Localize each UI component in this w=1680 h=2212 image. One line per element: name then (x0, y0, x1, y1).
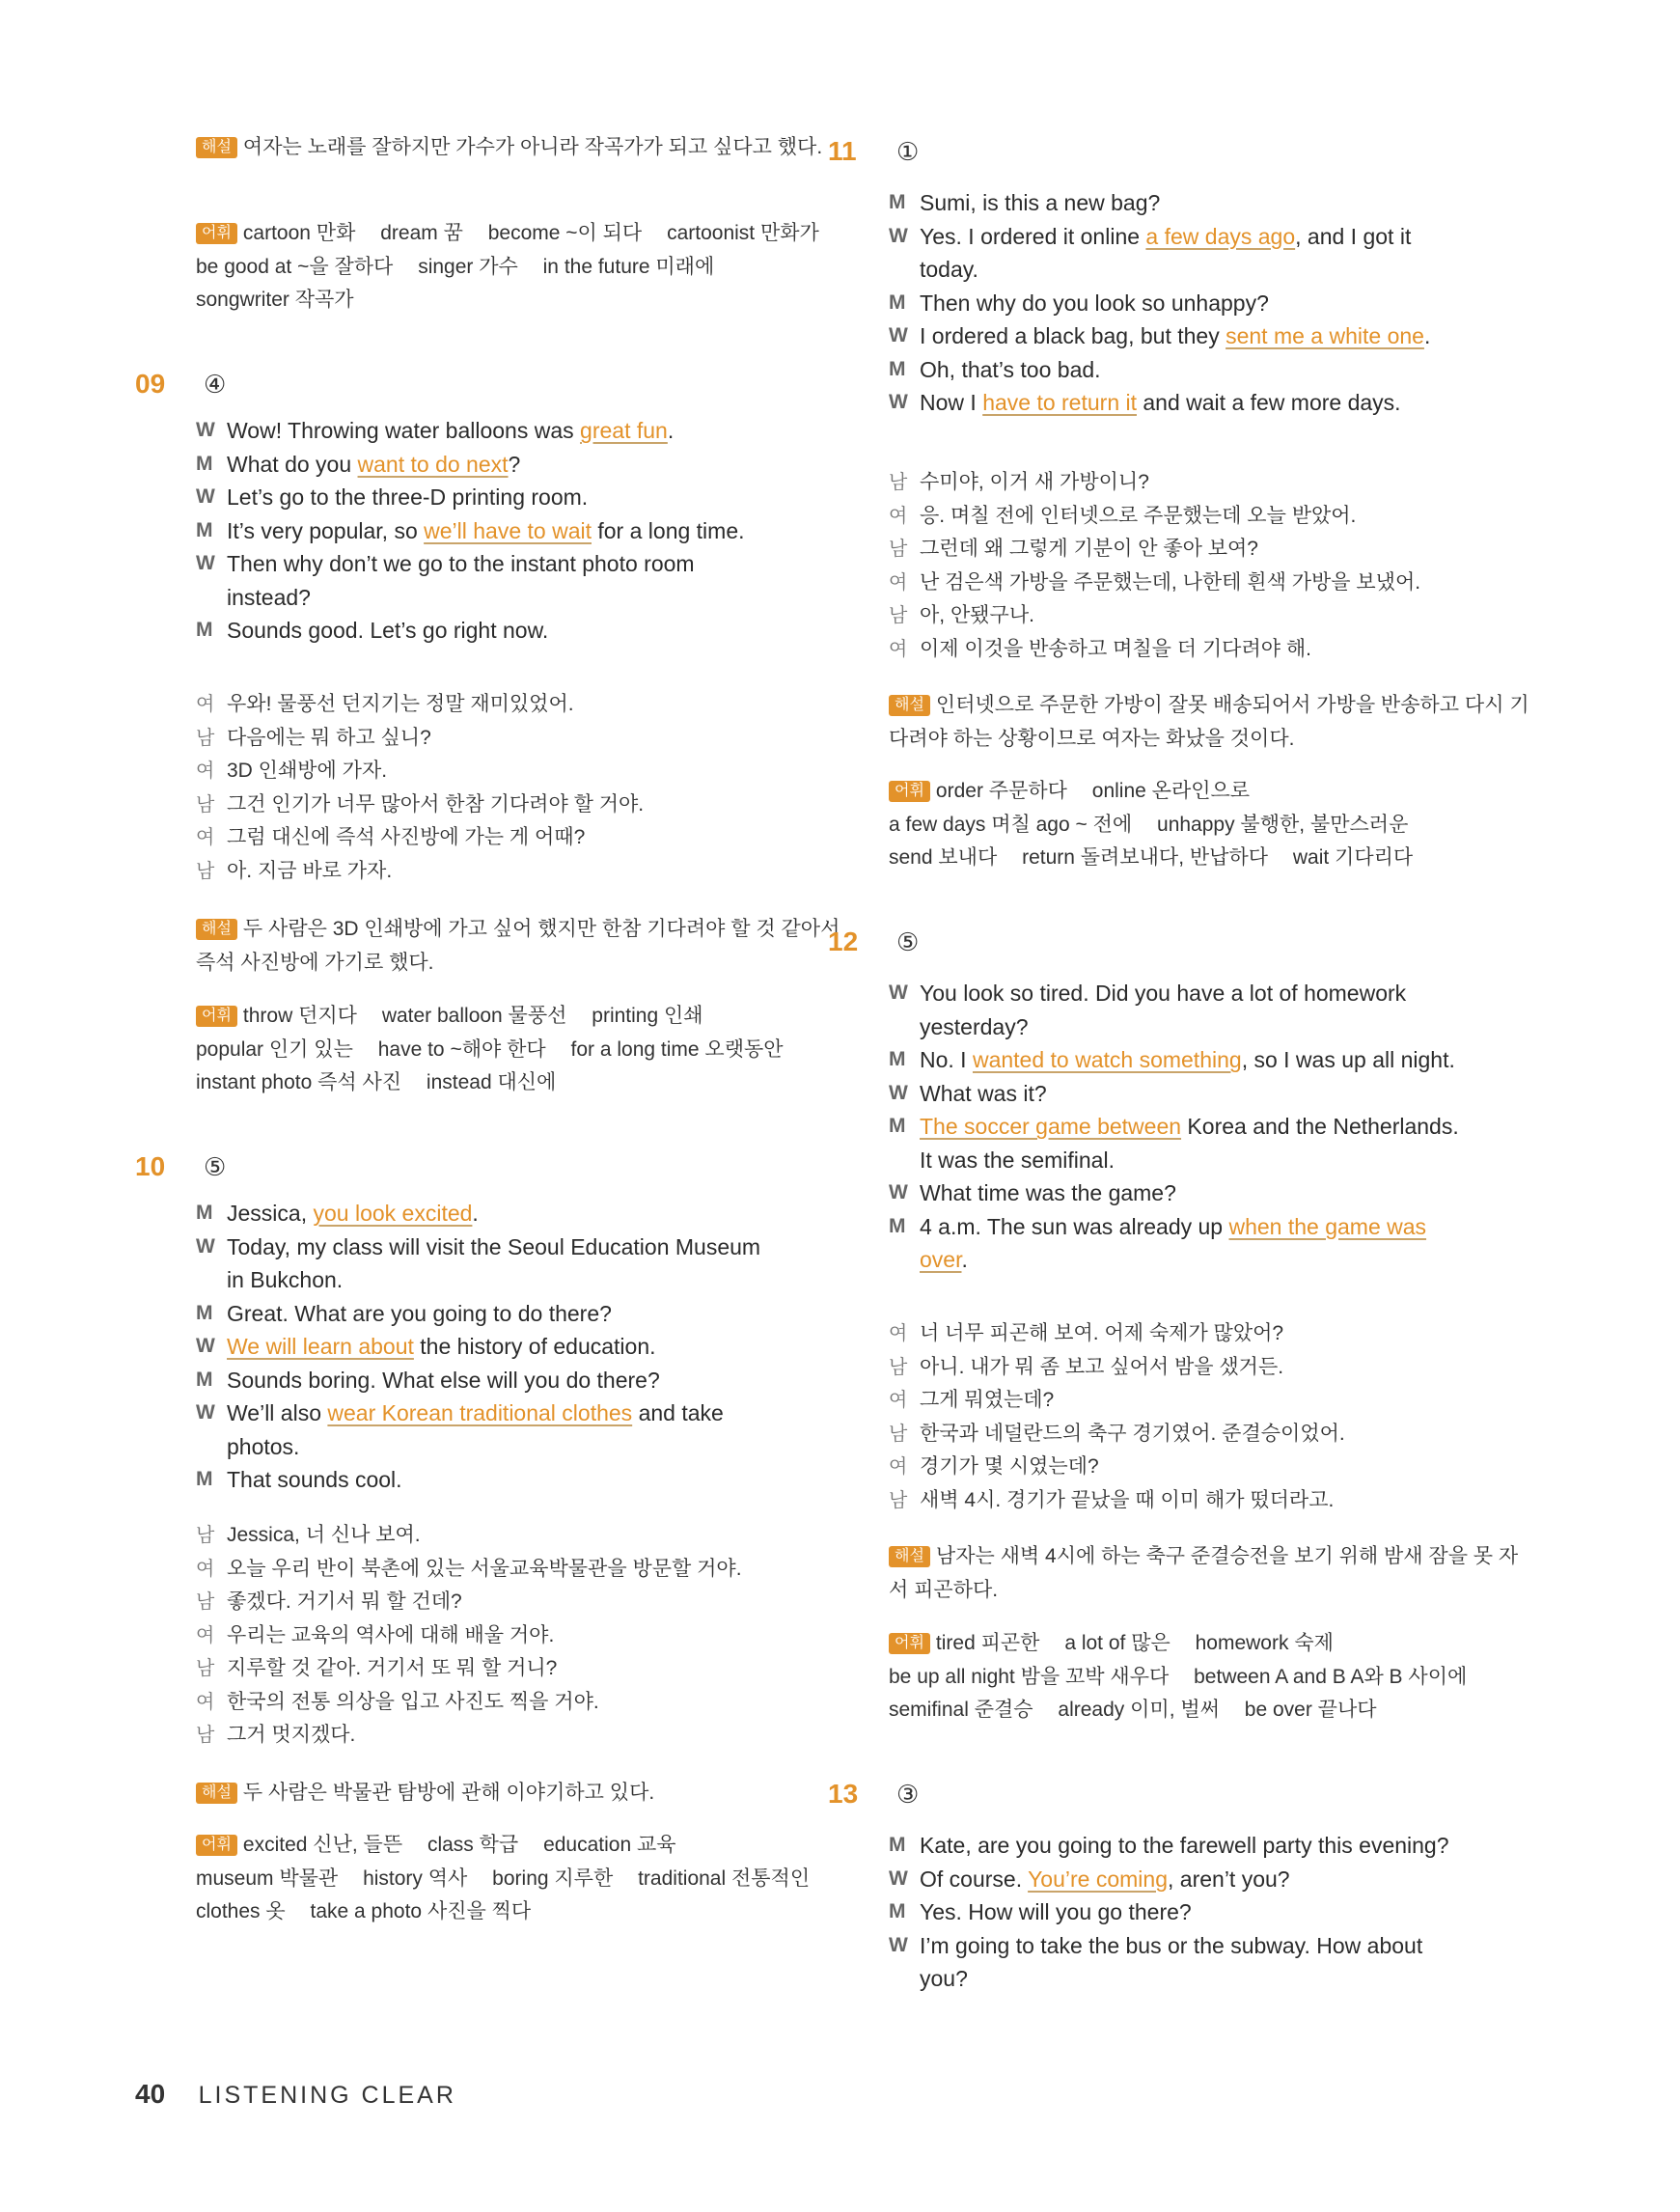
dialogue-line (135, 1230, 782, 1297)
dialogue-line (828, 977, 1474, 1043)
speaker-label: 여 (889, 505, 908, 527)
speaker-label: W (889, 982, 908, 1004)
vocab-term: water balloon 물풍선 (381, 1005, 567, 1027)
speaker-label: 여 (889, 571, 908, 594)
speaker-label: 여 (196, 1624, 215, 1646)
dialogue-text: 4 a.m. The sun was already up (920, 1213, 1229, 1239)
book-title: LISTENING CLEAR (198, 2082, 456, 2109)
translation-text: 우와! 물풍선 던지기는 정말 재미있었어. (227, 693, 574, 715)
translation-text: 그건 인기가 너무 많아서 한참 기다려야 할 거야. (227, 792, 645, 816)
speaker-label: 남 (196, 1525, 215, 1546)
translation-line (135, 688, 782, 722)
dialogue-line (135, 448, 782, 482)
translation-line (135, 1719, 782, 1753)
translation-line (135, 1686, 782, 1720)
vocab-term: have to ~해야 한다 (377, 1037, 546, 1061)
translation-line (828, 500, 1474, 534)
speaker-label: M (889, 290, 906, 314)
dialogue-text: Sounds good. Let’s go right now. (227, 618, 549, 643)
vocab-term: take a photo 사진을 찍다 (310, 1900, 532, 1922)
speaker-label: W (889, 1181, 908, 1203)
translation-text: 아, 안됐구나. (920, 604, 1034, 626)
explain-tag: 해설 (889, 695, 930, 716)
translation-text: 좋겠다. 거기서 뭐 할 건데? (227, 1590, 462, 1613)
speaker-label: M (889, 1115, 906, 1137)
vocab-12 (828, 1627, 1535, 1728)
dialogue-line (828, 186, 1474, 220)
translation-line (828, 1351, 1474, 1385)
speaker-label: M (889, 1214, 906, 1237)
question-number: 11 (828, 136, 857, 166)
vocab-tag: 어휘 (889, 1633, 930, 1654)
speaker-label: W (889, 324, 908, 346)
dialogue-text: Of course. (920, 1866, 1029, 1892)
speaker-label: 여 (196, 760, 215, 782)
dialogue-line (828, 386, 1474, 420)
speaker-label: W (889, 1081, 908, 1104)
dialogue-line (135, 514, 782, 548)
vocab-term: traditional 전통적인 (638, 1866, 811, 1890)
dialogue-text: Great. What are you going to do there? (227, 1300, 612, 1326)
speaker-label: 남 (889, 539, 908, 560)
speaker-label: 남 (196, 1591, 215, 1613)
vocab-tag: 어휘 (889, 781, 930, 802)
translation-text: 한국의 전통 의상을 입고 사진도 찍을 거야. (227, 1690, 599, 1713)
dialogue-line (828, 1043, 1474, 1077)
vocab-term: between A and B A와 B 사이에 (1194, 1665, 1468, 1688)
vocab-term: instead 대신에 (426, 1071, 557, 1093)
dialogue-text: , so I was up all night. (1241, 1047, 1455, 1072)
translation-line (828, 1484, 1474, 1518)
vocab-term: homework 숙제 (1195, 1632, 1334, 1654)
dialogue-text: What do you (227, 451, 358, 477)
translation-line (135, 1553, 782, 1587)
translation-text: 너 너무 피곤해 보여. 어제 숙제가 많았어? (920, 1322, 1284, 1344)
speaker-label: 남 (889, 472, 908, 493)
speaker-label: 여 (889, 1323, 908, 1344)
dialogue-line (135, 614, 782, 648)
speaker-label: 여 (196, 694, 215, 715)
dialogue-text: No. I (920, 1047, 973, 1072)
answer-blank: wear Korean traditional clothes (327, 1400, 633, 1425)
explanation-10: 해설 두 사람은 박물관 탐방에 관해 이야기하고 있다. (135, 1777, 842, 1811)
answer-mark: ⑤ (896, 927, 920, 956)
explain-tag: 해설 (196, 1783, 237, 1804)
vocab-term: museum 박물관 (196, 1866, 339, 1890)
speaker-label: W (196, 485, 215, 508)
translation-line (135, 1619, 782, 1653)
translation-text: 난 검은색 가방을 주문했는데, 나한테 흰색 가방을 보냈어. (920, 570, 1421, 594)
vocab-11 (828, 775, 1535, 875)
question-number: 13 (828, 1779, 859, 1809)
translation-09 (135, 688, 782, 888)
dialogue-text: We’ll also (227, 1400, 328, 1425)
explain-tag: 해설 (889, 1546, 930, 1567)
dialogue-line (828, 319, 1474, 353)
dialogue-13 (828, 1829, 1474, 1996)
translation-text: 오늘 우리 반이 북촌에 있는 서울교육박물관을 방문할 거야. (227, 1557, 742, 1580)
speaker-label: W (889, 1933, 908, 1956)
translation-line (135, 722, 782, 756)
dialogue-text: Kate, are you going to the farewell party this evening? (920, 1833, 1449, 1858)
dialogue-line (135, 1463, 782, 1497)
translation-line (828, 599, 1474, 633)
explanation-12: 해설 남자는 새벽 4시에 하는 축구 준결승전을 보기 위해 밤새 잠을 못 자서 피곤하다. (889, 1545, 1519, 1601)
translation-text: 한국과 네덜란드의 축구 경기였어. 준결승이었어. (920, 1422, 1345, 1445)
dialogue-line (135, 1330, 782, 1364)
translation-text: 3D 인쇄방에 가자. (227, 760, 388, 782)
vocab-term: class 학급 (427, 1834, 519, 1856)
translation-12 (828, 1317, 1474, 1517)
translation-line (135, 855, 782, 889)
speaker-label: 남 (196, 1658, 215, 1679)
translation-line (828, 533, 1474, 567)
speaker-label: M (889, 1900, 906, 1922)
speaker-label: M (889, 1834, 906, 1856)
translation-line (828, 1317, 1474, 1351)
dialogue-text: Then why do you look so unhappy? (920, 290, 1269, 316)
translation-line (828, 1418, 1474, 1452)
dialogue-line (135, 1297, 782, 1331)
vocab-term: cartoon 만화 (242, 222, 356, 244)
speaker-label: 여 (889, 1390, 908, 1411)
dialogue-text: ? (508, 451, 521, 477)
vocab-term: dream 꿈 (380, 222, 463, 244)
answer-blank: great fun (580, 418, 668, 443)
speaker-label: W (889, 1866, 908, 1890)
vocab-term: be over 끝나다 (1244, 1699, 1377, 1721)
vocab-term: be up all night 밤을 꼬박 새우다 (889, 1665, 1170, 1688)
translation-text: 수미야, 이거 새 가방이니? (920, 471, 1149, 493)
vocab-term: online 온라인으로 (1091, 780, 1251, 802)
vocab-term: for a long time 오랫동안 (570, 1037, 784, 1061)
answer-blank: You’re coming (1028, 1866, 1168, 1892)
explanation-top: 해설 여자는 노래를 잘하지만 가수가 아니라 작곡가가 되고 싶다고 했다. (135, 131, 842, 165)
translation-text: 그럼 대신에 즉석 사진방에 가는 게 어때? (227, 826, 586, 848)
speaker-label: M (196, 518, 213, 541)
answer-blank: have to return it (982, 390, 1137, 415)
translation-text: 아. 지금 바로 가자. (227, 859, 393, 882)
vocab-term: songwriter 작곡가 (196, 289, 354, 311)
speaker-label: M (196, 1202, 213, 1224)
dialogue-text: for a long time. (591, 517, 745, 543)
speaker-label: W (196, 1401, 215, 1424)
speaker-label: 남 (196, 727, 215, 749)
vocab-term: in the future 미래에 (542, 255, 715, 278)
dialogue-text: I ordered a black bag, but they (920, 323, 1226, 348)
vocab-term: throw 던지다 (242, 1005, 357, 1027)
dialogue-text: . (961, 1247, 968, 1272)
translation-text: 이제 이것을 반송하고 며칠을 더 기다려야 해. (920, 637, 1311, 660)
answer-blank: We will learn about (227, 1334, 414, 1359)
vocab-term: be good at ~을 잘하다 (196, 255, 394, 278)
explanation-11: 해설 인터넷으로 주문한 가방이 잘못 배송되어서 가방을 반송하고 다시 기다려야 하는 상황이므로 여자는 화났을 것이다. (889, 694, 1529, 750)
dialogue-text: Then why don’t we go to the instant photo room instead? (227, 551, 695, 610)
vocab-tag: 어휘 (196, 1006, 237, 1027)
answer-blank: when the game was over (920, 1213, 1427, 1272)
vocab-term: become ~이 되다 (487, 222, 643, 244)
speaker-label: 남 (196, 860, 215, 882)
translation-line (828, 567, 1474, 600)
translation-10 (135, 1519, 782, 1753)
vocab-tag: 어휘 (196, 1835, 237, 1856)
dialogue-text: Now I (920, 390, 983, 415)
speaker-label: W (196, 1234, 215, 1258)
speaker-label: 남 (196, 793, 215, 816)
translation-text: 아니. 내가 뭐 좀 보고 싶어서 밤을 샜거든. (920, 1355, 1284, 1378)
dialogue-line (828, 1829, 1474, 1863)
speaker-label: M (196, 1301, 213, 1324)
dialogue-text: What time was the game? (920, 1180, 1176, 1205)
vocab-term: clothes 옷 (196, 1900, 286, 1922)
speaker-label: 여 (889, 638, 908, 660)
translation-text: 경기가 몇 시였는데? (920, 1455, 1099, 1478)
vocab-term: excited 신난, 들뜬 (242, 1834, 403, 1856)
vocab-term: instant photo 즉석 사진 (196, 1071, 402, 1093)
answer-blank: a few days ago (1145, 223, 1296, 249)
dialogue-line (135, 1396, 782, 1463)
dialogue-10 (135, 1197, 782, 1497)
dialogue-11 (828, 186, 1474, 420)
speaker-label: W (889, 391, 908, 413)
translation-text: Jessica, 너 신나 보여. (227, 1524, 421, 1546)
vocab-term: boring 지루한 (492, 1866, 614, 1890)
speaker-label: W (889, 224, 908, 247)
vocab-term: a lot of 많은 (1064, 1632, 1170, 1654)
dialogue-text: Yes. How will you go there? (920, 1899, 1192, 1924)
vocab-09 (135, 1000, 842, 1100)
answer-mark: ① (896, 137, 920, 166)
dialogue-line (828, 1210, 1474, 1277)
speaker-label: 여 (889, 1456, 908, 1478)
translation-line (828, 1451, 1474, 1484)
dialogue-text: Oh, that’s too bad. (920, 356, 1101, 382)
translation-text: 다음에는 뭐 하고 싶니? (227, 726, 431, 749)
dialogue-text: Sounds boring. What else will you do there? (227, 1367, 660, 1393)
speaker-label: M (196, 452, 213, 475)
speaker-label: 남 (889, 605, 908, 626)
translation-line (135, 788, 782, 822)
dialogue-line (135, 547, 782, 614)
dialogue-text: That sounds cool. (227, 1467, 402, 1492)
dialogue-text: I’m going to take the bus or the subway. How about you? (920, 1932, 1423, 1991)
dialogue-line (135, 414, 782, 448)
dialogue-line (828, 1863, 1474, 1896)
speaker-label: 남 (889, 1489, 908, 1511)
translation-line (828, 1384, 1474, 1418)
vocab-term: history 역사 (363, 1866, 468, 1890)
vocab-term: popular 인기 있는 (196, 1037, 353, 1061)
translation-11 (828, 466, 1474, 666)
dialogue-line (135, 1364, 782, 1397)
explain-tag: 해설 (196, 137, 237, 158)
speaker-label: W (196, 419, 215, 441)
translation-text: 응. 며칠 전에 인터넷으로 주문했는데 오늘 받았어. (920, 504, 1357, 527)
dialogue-text: and wait a few more days. (1137, 390, 1401, 415)
explain-tag: 해설 (196, 919, 237, 940)
dialogue-09 (135, 414, 782, 648)
question-number: 09 (135, 369, 166, 399)
speaker-label: M (196, 1468, 213, 1490)
translation-line (828, 466, 1474, 500)
dialogue-line (828, 1077, 1474, 1111)
dialogue-text: and take photos. (227, 1400, 724, 1459)
vocab-term: wait 기다리다 (1292, 846, 1414, 869)
speaker-label: M (196, 619, 213, 641)
vocab-tag: 어휘 (196, 223, 237, 244)
translation-line (135, 821, 782, 855)
answer-mark: ⑤ (204, 1152, 227, 1181)
dialogue-line (828, 1895, 1474, 1929)
translation-line (135, 1586, 782, 1619)
dialogue-text: Sumi, is this a new bag? (920, 190, 1161, 215)
answer-blank: want to do next (357, 451, 509, 477)
dialogue-text: It’s very popular, so (227, 517, 425, 543)
speaker-label: M (196, 1368, 213, 1391)
translation-text: 우리는 교육의 역사에 대해 배울 거야. (227, 1623, 555, 1646)
translation-line (135, 1519, 782, 1553)
translation-text: 그거 멋지겠다. (227, 1724, 356, 1746)
dialogue-line (828, 353, 1474, 387)
answer-mark: ③ (896, 1780, 920, 1809)
dialogue-line (828, 1110, 1474, 1176)
dialogue-text: You look so tired. Did you have a lot of homework yesterday? (920, 981, 1407, 1039)
dialogue-12 (828, 977, 1474, 1277)
speaker-label: W (196, 1335, 215, 1357)
speaker-label: 남 (889, 1423, 908, 1445)
dialogue-text: Today, my class will visit the Seoul Education Museum in Bukchon. (227, 1233, 761, 1292)
vocab-term: tired 피곤한 (935, 1632, 1040, 1654)
speaker-label: 남 (889, 1356, 908, 1378)
answer-blank: sent me a white one (1226, 323, 1424, 348)
vocab-term: education 교육 (543, 1834, 676, 1856)
page-number: 40 (135, 2079, 166, 2109)
vocab-term: a few days 며칠 ago ~ 전에 (889, 813, 1133, 836)
translation-text: 그게 뭐였는데? (920, 1389, 1055, 1411)
translation-line (135, 1652, 782, 1686)
translation-line (828, 633, 1474, 667)
speaker-label: W (196, 552, 215, 574)
dialogue-text: Korea and the Netherlands. It was the semifinal. (920, 1114, 1459, 1173)
vocab-10 (135, 1829, 842, 1929)
vocab-term: send 보내다 (889, 846, 998, 869)
dialogue-line (828, 1176, 1474, 1210)
vocab-term: already 이미, 벌써 (1058, 1699, 1220, 1721)
answer-mark: ④ (204, 370, 227, 399)
question-number: 10 (135, 1151, 166, 1181)
speaker-label: 여 (196, 1691, 215, 1713)
speaker-label: M (889, 357, 906, 380)
question-number: 12 (828, 926, 859, 956)
dialogue-text: , aren’t you? (1168, 1866, 1290, 1892)
dialogue-line (135, 1197, 782, 1230)
page-footer (135, 2075, 456, 2114)
vocab-term: unhappy 불행한, 불만스러운 (1157, 813, 1409, 836)
dialogue-text: Jessica, (227, 1201, 314, 1226)
speaker-label: 여 (196, 1558, 215, 1580)
dialogue-text: , and I got it today. (920, 223, 1412, 282)
speaker-label: M (889, 191, 906, 213)
dialogue-line (828, 220, 1474, 287)
vocab-term: printing 인쇄 (592, 1005, 703, 1027)
vocab-top (135, 217, 842, 318)
dialogue-line (135, 481, 782, 514)
dialogue-text: Let’s go to the three-D printing room. (227, 484, 589, 510)
vocab-term: semifinal 준결승 (889, 1699, 1033, 1721)
answer-blank: wanted to watch something (972, 1047, 1242, 1072)
translation-text: 그런데 왜 그렇게 기분이 안 좋아 보여? (920, 538, 1258, 560)
answer-blank: The soccer game between (920, 1114, 1182, 1139)
explanation-09: 해설 두 사람은 3D 인쇄방에 가고 싶어 했지만 한참 기다려야 할 것 같아서 즉석 사진방에 가기로 했다. (196, 918, 840, 974)
vocab-term: singer 가수 (418, 255, 518, 278)
dialogue-text: What was it? (920, 1080, 1047, 1106)
dialogue-text: the history of education. (413, 1334, 656, 1359)
dialogue-text: . (667, 418, 675, 443)
vocab-term: cartoonist 만화가 (667, 222, 819, 244)
answer-blank: we’ll have to wait (424, 517, 592, 543)
dialogue-text: . (1423, 323, 1431, 348)
dialogue-line (828, 1929, 1474, 1996)
speaker-label: 남 (196, 1725, 215, 1746)
translation-text: 지루할 것 같아. 거기서 또 뭐 할 거니? (227, 1657, 558, 1679)
vocab-term: return 돌려보내다, 반납하다 (1022, 846, 1269, 869)
translation-line (135, 755, 782, 788)
translation-text: 새벽 4시. 경기가 끝났을 때 이미 해가 떴더라고. (920, 1488, 1335, 1511)
vocab-term: order 주문하다 (935, 780, 1067, 802)
dialogue-text: Yes. I ordered it online (920, 223, 1146, 249)
dialogue-line (828, 287, 1474, 320)
speaker-label: 여 (196, 827, 215, 848)
answer-blank: you look excited (313, 1201, 473, 1226)
dialogue-text: . (472, 1201, 479, 1226)
dialogue-text: Wow! Throwing water balloons was (227, 418, 581, 443)
speaker-label: M (889, 1048, 906, 1070)
